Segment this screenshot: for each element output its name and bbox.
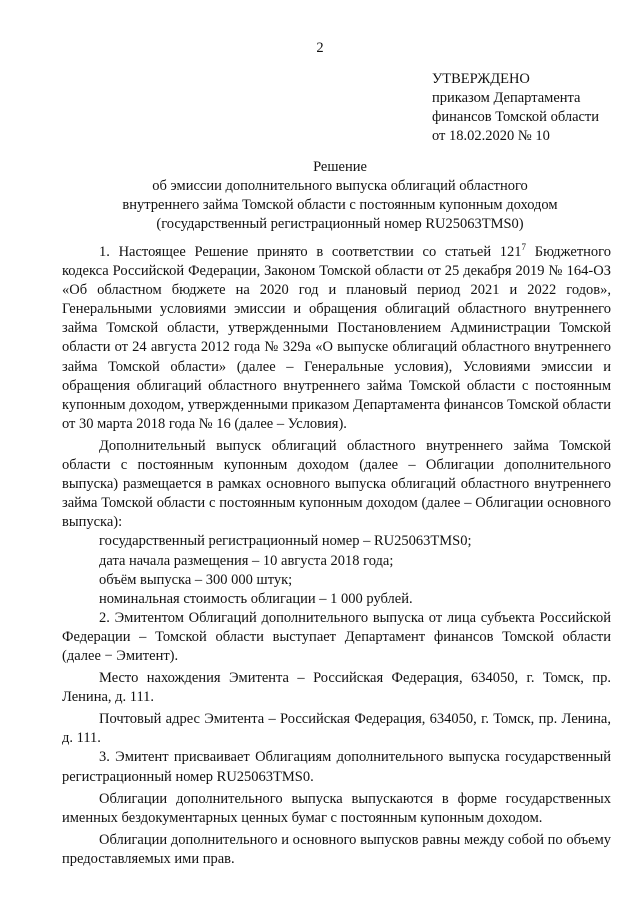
- paragraph-3: 2. Эмитентом Облигаций дополнительного выпуска от лица субъекта Российской Федерации – Томской области выступает Департамент финансов Томской области (далее − Эмитент).: [62, 609, 611, 664]
- approval-stamp: [432, 70, 599, 146]
- title-line-2: об эмиссии дополнительного выпуска облигаций областного: [152, 178, 528, 194]
- article-superscript: 7: [521, 242, 527, 252]
- paragraph-1-rest: Бюджетного кодекса Российской Федерации, Законом Томской области от 25 декабря 2019 № 164-ОЗ «Об областном бюджете на 2020 год и плановый период 2021 и 2022 годов», Генеральными условиями эмиссии и обращения облигаций областного внутреннего займа Томской области, утвержденными Постановлением Администрации Томской области от 24 августа 2012 года № 329а «О выпуске облигаций областного внутреннего займа Томской области» (далее – Генеральные условия), Условиями эмиссии и обращения облигаций областного внутреннего займа Томской области с постоянным купонным доходом, утвержденными приказом Департамента финансов Томской области от 30 марта 2018 года № 16 (далее – Условия).: [62, 244, 612, 432]
- page-number: 2: [316, 40, 324, 56]
- paragraph-1: [62, 243, 611, 434]
- approval-department: финансов Томской области: [432, 109, 600, 125]
- title-line-1: Решение: [313, 159, 367, 175]
- list-item-registration-number: государственный регистрационный номер – RU25063TMS0;: [99, 533, 472, 550]
- list-item-nominal-value: номинальная стоимость облигации – 1 000 рублей.: [99, 590, 413, 607]
- approval-date-number: от 18.02.2020 № 10: [432, 128, 550, 144]
- document-title: [60, 158, 620, 234]
- paragraph-7: Облигации дополнительного выпуска выпускаются в форме государственных именных бездокументарных ценных бумаг с постоянным купонным доходом.: [62, 790, 611, 826]
- paragraph-6: 3. Эмитент присваивает Облигациям дополнительного выпуска государственный регистрационный номер RU25063TMS0.: [62, 749, 611, 785]
- approval-order: приказом Департамента: [432, 90, 581, 106]
- paragraph-8: Облигации дополнительного и основного выпусков равны между собой по объему предоставляемых ими прав.: [62, 831, 611, 867]
- paragraph-2: Дополнительный выпуск облигаций областного внутреннего займа Томской области с постоянным купонным доходом (далее – Облигации дополнительного выпуска) размещается в рамках основного выпуска облигаций областного внутреннего займа Томской области с постоянным купонным доходом (далее – Облигации основного выпуска):: [62, 437, 611, 531]
- list-item-issue-volume: объём выпуска – 300 000 штук;: [99, 571, 293, 588]
- paragraph-1-start: 1. Настоящее Решение принято в соответствии со статьей 121: [99, 244, 522, 260]
- list-item-placement-date: дата начала размещения – 10 августа 2018 года;: [99, 552, 394, 569]
- document-body: [62, 243, 611, 869]
- paragraph-4: Место нахождения Эмитента – Российская Федерация, 634050, г. Томск, пр. Ленина, д. 111.: [62, 670, 611, 706]
- approval-heading: УТВЕРЖДЕНО: [432, 71, 530, 87]
- paragraph-5: Почтовый адрес Эмитента – Российская Федерация, 634050, г. Томск, пр. Ленина, д. 111.: [62, 711, 611, 747]
- title-line-4: (государственный регистрационный номер RU25063TMS0): [156, 216, 524, 232]
- title-line-3: внутреннего займа Томской области с постоянным купонным доходом: [122, 197, 558, 213]
